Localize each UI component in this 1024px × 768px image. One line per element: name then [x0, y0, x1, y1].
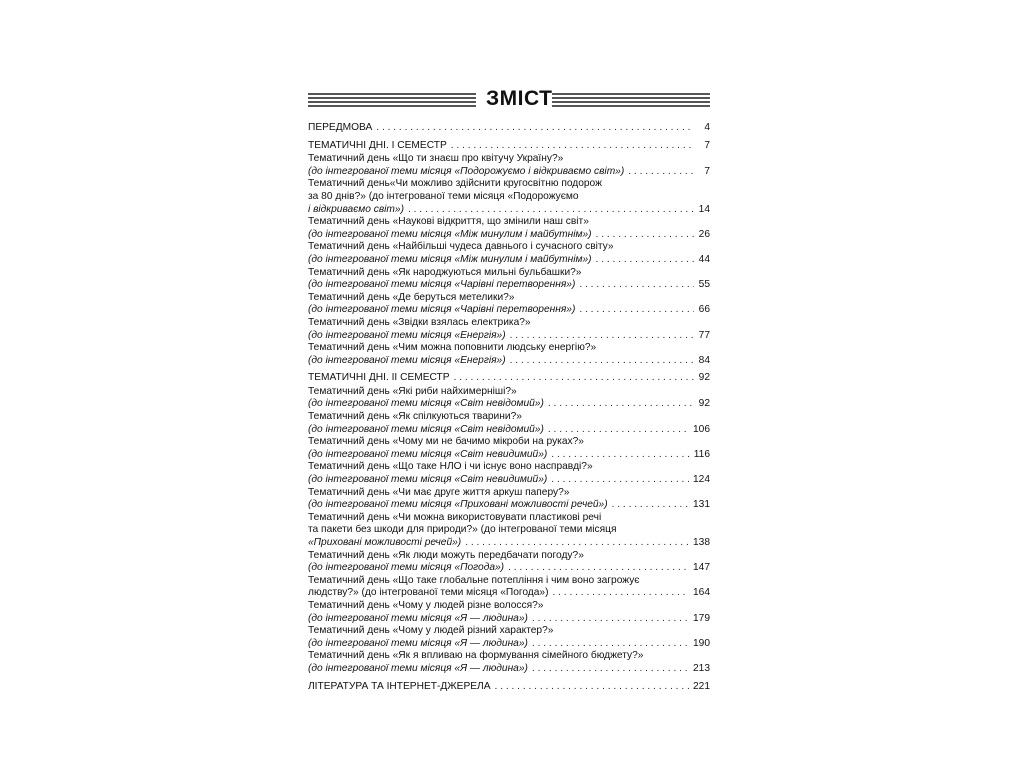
toc-entry-line [308, 650, 710, 663]
toc-entry-line [308, 550, 710, 563]
toc-section-entry [308, 681, 710, 694]
toc-entry [308, 650, 710, 675]
toc-entry-line [308, 166, 710, 179]
leader-dots [579, 279, 694, 292]
toc-entry-line [308, 216, 710, 229]
toc-entry [308, 342, 710, 367]
leader-dots [451, 140, 694, 153]
leader-dots [532, 663, 689, 676]
toc-entry-text: (до інтегрованої теми місяця «Я — людина») [308, 637, 528, 649]
toc-entry-text: (до інтегрованої теми місяця «Чарівні перетворення») [308, 304, 576, 316]
toc-entry-text: (до інтегрованої теми місяця «Світ невідомий») [308, 423, 544, 435]
page-number: 4 [704, 122, 710, 133]
page-number: 77 [698, 329, 710, 341]
leader-dots [508, 562, 689, 575]
page-number: 213 [693, 662, 710, 674]
toc-entry [308, 625, 710, 650]
toc-entry-text: Тематичний день «Що ти знаєш про квітучу Україну?» [308, 153, 564, 165]
leader-dots [596, 229, 694, 242]
leader-dots [548, 398, 694, 411]
toc-entry-text: людству?» (до інтегрованої теми місяця «Погода») [308, 587, 549, 599]
toc-entry-text: Тематичний день «Як я впливаю на формування сімейного бюджету?» [308, 650, 644, 662]
toc-section-entry [308, 122, 710, 135]
toc-entry-text: ЛІТЕРАТУРА ТА ІНТЕРНЕТ-ДЖЕРЕЛА [308, 680, 491, 692]
page-number: 84 [698, 354, 710, 366]
toc-entry [308, 575, 710, 600]
leader-dots [612, 499, 689, 512]
toc-entry-text: Тематичний день «Де беруться метелики?» [308, 291, 515, 303]
page-title: ЗМІСТ [486, 87, 553, 110]
toc-entry [308, 550, 710, 575]
toc-entry-text: (до інтегрованої теми місяця «Погода») [308, 562, 505, 574]
toc-entry-line [308, 537, 710, 550]
leader-dots [510, 355, 694, 368]
page-number: 55 [698, 279, 710, 291]
toc-entry-line [308, 330, 710, 343]
leader-dots [551, 449, 689, 462]
toc-entry-line [308, 342, 710, 355]
page-number: 190 [693, 637, 710, 649]
toc-page [308, 86, 710, 694]
page-number: 92 [698, 372, 710, 384]
toc-entry-line [308, 436, 710, 449]
leader-dots [495, 681, 689, 694]
toc-entry [308, 241, 710, 266]
toc-entry-line [308, 254, 710, 267]
toc-entry-text: Тематичний день «Як люди можуть передбачати погоду?» [308, 549, 584, 561]
toc-entry-line [308, 575, 710, 588]
toc-entry-line [308, 386, 710, 399]
page-number: 124 [693, 474, 710, 486]
leader-dots [628, 166, 694, 179]
toc-entry [308, 153, 710, 178]
toc-entry-line [308, 681, 710, 694]
toc-entry-text: Тематичний день «Як народжуються мильні бульбашки?» [308, 266, 582, 278]
toc-entry-line [308, 638, 710, 651]
toc-entry-text: та пакети без шкоди для природи?» (до інтегрованої теми місяця [308, 524, 617, 536]
toc-entry-line [308, 600, 710, 613]
page-number: 92 [698, 398, 710, 410]
toc-entry-text: Тематичний день «Які риби найхимерніші?» [308, 385, 517, 397]
toc-entry [308, 317, 710, 342]
leader-dots [532, 613, 689, 626]
table-of-contents [308, 122, 710, 693]
page-number: 66 [698, 304, 710, 316]
toc-entry-text: «Приховані можливості речей») [308, 537, 462, 548]
toc-entry [308, 386, 710, 411]
toc-section-entry [308, 372, 710, 385]
toc-entry-text: і відкриваємо світ») [308, 203, 404, 215]
toc-entry-text: Тематичний день «Чи можна використовувати пластикові речі [308, 511, 602, 523]
page-number: 7 [704, 139, 710, 151]
toc-entry-text: Тематичний день «Що таке глобальне потепління і чим воно загрожує [308, 574, 640, 586]
toc-entry-line [308, 122, 710, 135]
leader-dots [596, 254, 694, 267]
page-number: 221 [693, 680, 710, 692]
toc-entry-text: (до інтегрованої теми місяця «Світ невидимий») [308, 448, 548, 460]
toc-entry-text: Тематичний день «Найбільші чудеса давнього і сучасного світу» [308, 241, 614, 253]
toc-entry [308, 267, 710, 292]
toc-entry-text: Тематичний день «Чим можна поповнити людську енергію?» [308, 342, 597, 354]
toc-entry-line [308, 512, 710, 525]
leader-dots [454, 372, 694, 385]
toc-entry-line [308, 153, 710, 166]
toc-entry-line [308, 461, 710, 474]
leader-dots [579, 304, 694, 317]
toc-entry-line [308, 411, 710, 424]
toc-entry-text: Тематичний день«Чи можливо здійснити кругосвітню подорож [308, 178, 602, 190]
toc-entry-text: (до інтегрованої теми місяця «Я — людина») [308, 662, 528, 674]
page-number: 179 [693, 612, 710, 624]
toc-entry-line [308, 191, 710, 204]
toc-entry-line [308, 204, 710, 217]
toc-entry-text: (до інтегрованої теми місяця «Подорожуємо і відкриваємо світ») [308, 165, 625, 177]
toc-entry-text: (до інтегрованої теми місяця «Чарівні перетворення») [308, 279, 576, 291]
toc-entry-text: Тематичний день «Чому у людей різний характер?» [308, 625, 554, 637]
toc-entry-line [308, 499, 710, 512]
toc-entry-line [308, 449, 710, 462]
toc-header [308, 86, 710, 116]
toc-entry [308, 411, 710, 436]
toc-entry-line [308, 474, 710, 487]
toc-entry-text: Тематичний день «Чому у людей різне волосся?» [308, 599, 544, 611]
toc-entry-text: ТЕМАТИЧНІ ДНІ. І СЕМЕСТР [308, 139, 447, 151]
page-number: 26 [698, 228, 710, 240]
toc-entry-text: (до інтегрованої теми місяця «Енергія») [308, 329, 506, 341]
leader-dots [551, 474, 689, 487]
toc-entry-line [308, 663, 710, 676]
page-number: 164 [693, 587, 710, 599]
leader-dots [408, 204, 694, 217]
leader-dots [376, 122, 694, 135]
toc-entry-text: (до інтегрованої теми місяця «Світ невідомий») [308, 398, 544, 410]
page-number: 44 [698, 253, 710, 265]
leader-dots [510, 330, 694, 343]
toc-entry-text: Тематичний день «Чому ми не бачимо мікроби на руках?» [308, 436, 584, 448]
header-rule-right [552, 93, 710, 107]
toc-entry-text: (до інтегрованої теми місяця «Я — людина») [308, 612, 528, 624]
toc-entry-line [308, 613, 710, 626]
toc-entry [308, 600, 710, 625]
toc-entry-text: Тематичний день «Чи має друге життя аркуш паперу?» [308, 486, 570, 498]
toc-section-entry [308, 140, 710, 153]
header-rule-left [308, 93, 476, 107]
toc-entry-line [308, 524, 710, 537]
toc-entry [308, 487, 710, 512]
toc-entry [308, 461, 710, 486]
leader-dots [552, 587, 689, 600]
toc-entry [308, 216, 710, 241]
toc-entry-line [308, 304, 710, 317]
toc-entry-line [308, 487, 710, 500]
toc-entry-line [308, 317, 710, 330]
toc-entry-line [308, 140, 710, 153]
toc-entry-line [308, 587, 710, 600]
toc-entry-text: (до інтегрованої теми місяця «Між минулим і майбутнім») [308, 253, 592, 265]
page-number: 106 [693, 423, 710, 435]
toc-entry-line [308, 424, 710, 437]
leader-dots [548, 424, 689, 437]
leader-dots [465, 537, 689, 550]
leader-dots [532, 638, 689, 651]
toc-entry [308, 512, 710, 550]
toc-entry-line [308, 292, 710, 305]
toc-entry [308, 292, 710, 317]
page-number: 14 [698, 203, 710, 215]
toc-entry-text: за 80 днів?» (до інтегрованої теми місяця «Подорожуємо [308, 190, 579, 202]
toc-entry-text: Тематичний день «Як спілкуються тварини?» [308, 411, 522, 423]
toc-entry [308, 178, 710, 216]
toc-entry-text: (до інтегрованої теми місяця «Приховані можливості речей») [308, 499, 608, 511]
toc-entry-line [308, 372, 710, 385]
page-number: 7 [704, 165, 710, 177]
toc-entry-line [308, 229, 710, 242]
toc-entry-line [308, 267, 710, 280]
toc-entry-text: (до інтегрованої теми місяця «Між минулим і майбутнім») [308, 228, 592, 240]
toc-entry-text: Тематичний день «Наукові відкриття, що змінили наш світ» [308, 216, 589, 228]
page-number: 138 [693, 537, 710, 548]
toc-entry-text: ПЕРЕДМОВА [308, 122, 373, 133]
toc-entry-text: ТЕМАТИЧНІ ДНІ. ІІ СЕМЕСТР [308, 372, 450, 384]
toc-entry-line [308, 398, 710, 411]
page-number: 147 [693, 562, 710, 574]
toc-entry-line [308, 279, 710, 292]
toc-entry-text: Тематичний день «Звідки взялась електрика?» [308, 316, 531, 328]
toc-entry-line [308, 178, 710, 191]
page-number: 131 [693, 499, 710, 511]
toc-entry-text: Тематичний день «Що таке НЛО і чи існує воно насправді?» [308, 461, 593, 473]
toc-entry-line [308, 241, 710, 254]
toc-entry-text: (до інтегрованої теми місяця «Світ невидимий») [308, 474, 548, 486]
page-number: 116 [693, 448, 710, 460]
toc-entry [308, 436, 710, 461]
toc-entry-line [308, 355, 710, 368]
toc-entry-text: (до інтегрованої теми місяця «Енергія») [308, 354, 506, 366]
toc-entry-line [308, 562, 710, 575]
toc-entry-line [308, 625, 710, 638]
